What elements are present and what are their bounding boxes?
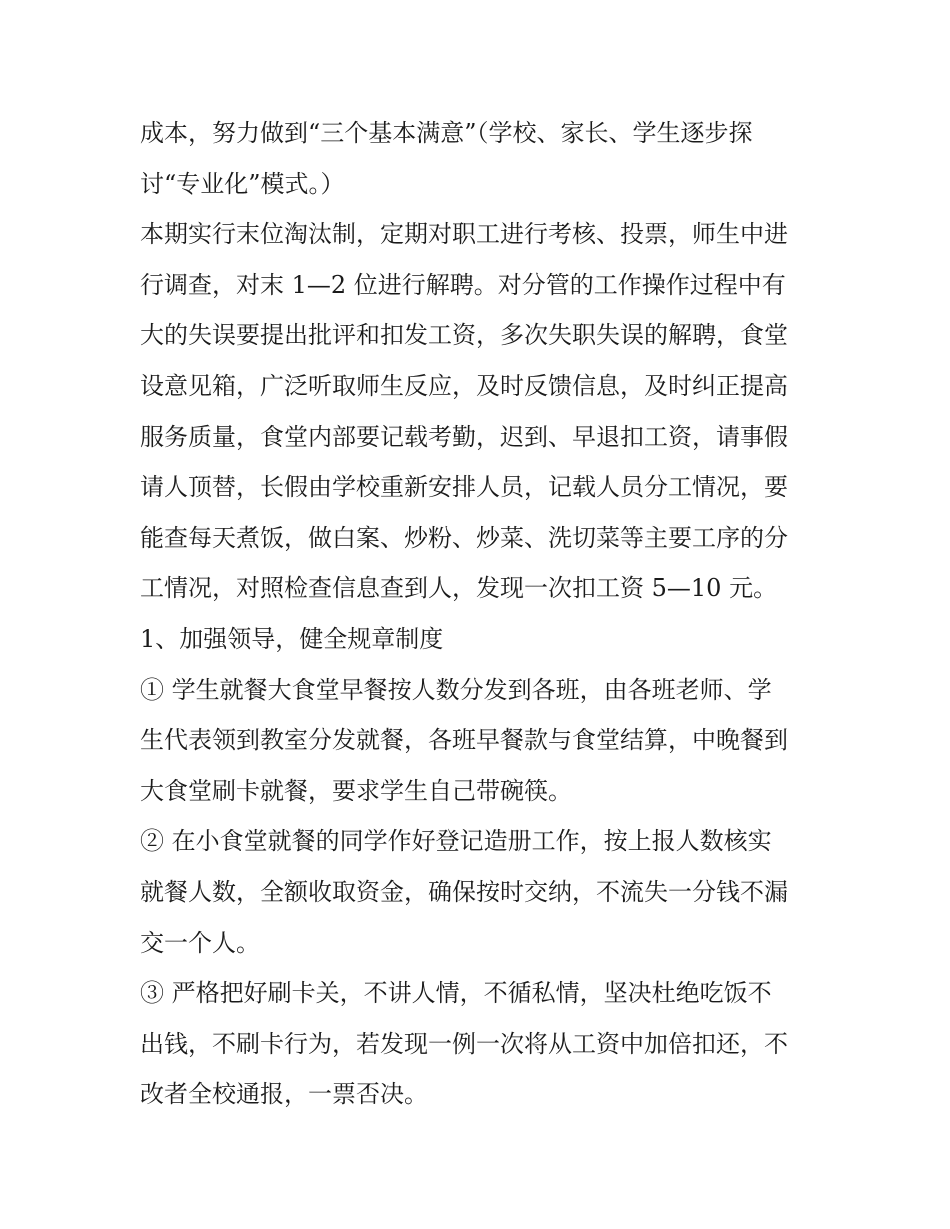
text-line: 本期实行末位淘汰制，定期对职工进行考核、投票，师生中进 [140,220,788,249]
text-line: 请人顶替，长假由学校重新安排人员，记载人员分工情况，要 [140,473,788,502]
text-line: 讨“专业化”模式。） [140,169,345,198]
text-line: 工情况，对照检查信息查到人，发现一次扣工资 5—10 元。 [140,574,778,603]
text-line: 行调查，对末 1—2 位进行解聘。对分管的工作操作过程中有 [140,270,786,299]
text-line: 服务质量，食堂内部要记载考勤，迟到、早退扣工资，请事假 [140,422,788,451]
list-item-3: ③ 严格把好刷卡关，不讲人情，不循私情，坚决杜绝吃饭不 [140,979,772,1008]
text-line: 能查每天煮饭，做白案、炒粉、炒菜、洗切菜等主要工序的分 [140,523,788,552]
text-line: 成本，努力做到“三个基本满意”（学校、家长、学生逐步探 [140,119,753,147]
text-line: 交一个人。 [140,928,260,957]
text-line: 出钱，不刷卡行为，若发现一例一次将从工资中加倍扣还，不 [140,1029,788,1058]
document-body [140,108,820,1120]
text-line: 大的失误要提出批评和扣发工资，多次失职失误的解聘，食堂 [140,321,788,350]
section-heading: 1、加强领导，健全规章制度 [140,624,444,653]
text-line: 设意见箱，广泛听取师生反应，及时反馈信息，及时纠正提高 [140,371,788,400]
text-line: 生代表领到教室分发就餐，各班早餐款与食堂结算，中晚餐到 [140,726,788,755]
text-line: 就餐人数，全额收取资金，确保按时交纳，不流失一分钱不漏 [140,877,788,906]
list-item-1: ① 学生就餐大食堂早餐按人数分发到各班，由各班老师、学 [140,675,772,704]
text-line: 改者全校通报，一票否决。 [140,1080,428,1109]
text-line: 大食堂刷卡就餐，要求学生自己带碗筷。 [140,776,572,805]
list-item-2: ② 在小食堂就餐的同学作好登记造册工作，按上报人数核实 [140,827,772,856]
